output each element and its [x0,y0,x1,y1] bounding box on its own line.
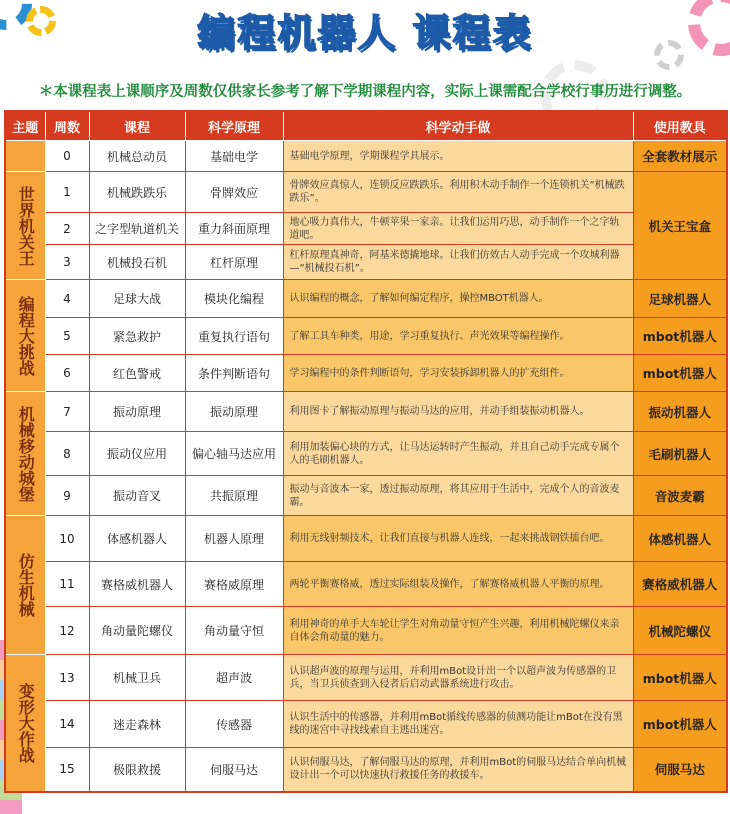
course-cell: 紧急救护 [89,318,185,355]
course-cell: 红色警戒 [89,355,185,392]
activity-cell: 利用神奇的单手大车轮让学生对角动量守恒产生兴趣，利用机械陀螺仪来亲自体会角动量的魅力。 [283,607,633,655]
principle-cell: 条件判断语句 [185,355,283,392]
tool-cell: 音波麦霸 [633,476,727,516]
week-cell: 15 [45,748,89,792]
activity-cell: 了解工具车种类，用途，学习重复执行、声光效果等编程操作。 [283,318,633,355]
course-cell: 机械跌跌乐 [89,172,185,213]
course-schedule-table [4,110,728,793]
principle-cell: 杠杆原理 [185,245,283,280]
table-row [5,432,727,476]
week-cell: 9 [45,476,89,516]
week-cell: 7 [45,392,89,432]
course-cell: 机械总动员 [89,141,185,172]
activity-cell: 利用加装偏心块的方式，让马达运转时产生振动，并且自己动手完成专属个人的毛刷机器人。 [283,432,633,476]
course-cell: 振动仪应用 [89,432,185,476]
table-row [5,516,727,562]
course-cell: 机械卫兵 [89,655,185,701]
header-topic: 主题 [5,111,45,141]
week-cell: 3 [45,245,89,280]
table-row [5,213,727,245]
principle-cell: 共振原理 [185,476,283,516]
table-row [5,355,727,392]
header-course: 课程 [89,111,185,141]
week-cell: 12 [45,607,89,655]
activity-cell: 两轮平衡赛格威，透过实际组装及操作，了解赛格威机器人平衡的原理。 [283,562,633,607]
week-cell: 10 [45,516,89,562]
topic-world-mechanism: 世界机关王 [5,172,45,280]
course-cell: 角动量陀螺仪 [89,607,185,655]
tool-cell: 体感机器人 [633,516,727,562]
tool-cell: mbot机器人 [633,318,727,355]
week-cell: 6 [45,355,89,392]
tool-cell: 足球机器人 [633,280,727,318]
activity-cell: 认识编程的概念，了解如何编定程序，操控MBOT机器人。 [283,280,633,318]
course-cell: 体感机器人 [89,516,185,562]
week-cell: 4 [45,280,89,318]
principle-cell: 传感器 [185,701,283,748]
table-row [5,748,727,792]
page-title: 编程机器人 课程表 [197,11,533,55]
principle-cell: 机器人原理 [185,516,283,562]
course-cell: 迷走森林 [89,701,185,748]
tool-cell: 赛格威机器人 [633,562,727,607]
table-row [5,476,727,516]
principle-cell: 超声波 [185,655,283,701]
topic-cell-blank [5,141,45,172]
tool-cell: 毛刷机器人 [633,432,727,476]
activity-cell: 地心吸力真伟大，牛顿苹果一家亲。让我们运用巧思，动手制作一个之字轨道吧。 [283,213,633,245]
table-row [5,655,727,701]
activity-cell: 基础电学原理，学期课程学具展示。 [283,141,633,172]
table-row [5,172,727,213]
tool-cell: mbot机器人 [633,655,727,701]
activity-cell: 杠杆原理真神奇，阿基米德撬地球。让我们仿效古人动手完成一个攻城利器—“机械投石机”。 [283,245,633,280]
course-cell: 足球大战 [89,280,185,318]
header-activity: 科学动手做 [283,111,633,141]
week-cell: 8 [45,432,89,476]
week-cell: 1 [45,172,89,213]
tool-cell: 伺服马达 [633,748,727,792]
principle-cell: 角动量守恒 [185,607,283,655]
course-cell: 机械投石机 [89,245,185,280]
principle-cell: 模块化编程 [185,280,283,318]
principle-cell: 赛格威原理 [185,562,283,607]
tool-cell: 振动机器人 [633,392,727,432]
tool-cell: 全套教材展示 [633,141,727,172]
tool-cell: mbot机器人 [633,355,727,392]
topic-bionic-machine: 仿生机械 [5,516,45,655]
activity-cell: 认识超声波的原理与运用，并利用mBot设计出一个以超声波为传感器的卫兵，当卫兵侦查到入侵者后启动武器系统进行攻击。 [283,655,633,701]
activity-cell: 振动与音波本一家，透过振动原理，将其应用于生活中，完成个人的音波麦霸。 [283,476,633,516]
principle-cell: 基础电学 [185,141,283,172]
course-cell: 振动音叉 [89,476,185,516]
table-row [5,392,727,432]
schedule-note: ＊本课程表上课顺序及周数仅供家长参考了解下学期课程内容，实际上课需配合学校行事历进行调整。 [38,84,692,100]
header-week: 周数 [45,111,89,141]
table-row [5,318,727,355]
table-row [5,280,727,318]
week-cell: 13 [45,655,89,701]
week-cell: 14 [45,701,89,748]
table-row [5,701,727,748]
principle-cell: 振动原理 [185,392,283,432]
activity-cell: 利用图卡了解振动原理与振动马达的应用，并动手组装振动机器人。 [283,392,633,432]
principle-cell: 重复执行语句 [185,318,283,355]
course-cell: 极限救援 [89,748,185,792]
week-cell: 0 [45,141,89,172]
principle-cell: 偏心轴马达应用 [185,432,283,476]
table-row [5,245,727,280]
tool-cell: mbot机器人 [633,701,727,748]
week-cell: 2 [45,213,89,245]
principle-cell: 重力斜面原理 [185,213,283,245]
week-cell: 5 [45,318,89,355]
activity-cell: 利用无线射频技术，让我们直接与机器人连线，一起来挑战钢铁擂台吧。 [283,516,633,562]
topic-transform-battle: 变形大作战 [5,655,45,792]
course-cell: 之字型轨道机关 [89,213,185,245]
header-tools: 使用教具 [633,111,727,141]
activity-cell: 学习编程中的条件判断语句，学习安装拆卸机器人的扩充组件。 [283,355,633,392]
table-row [5,141,727,172]
course-cell: 振动原理 [89,392,185,432]
principle-cell: 骨牌效应 [185,172,283,213]
course-cell: 赛格威机器人 [89,562,185,607]
activity-cell: 骨牌效应真惊人，连锁反应跌跌乐。利用积木动手制作一个连锁机关“机械跌跌乐”。 [283,172,633,213]
activity-cell: 认识生活中的传感器，并利用mBot循线传感器的侦测功能让mBot在没有黑线的迷宫中寻找线索自主逃出迷宫。 [283,701,633,748]
principle-cell: 伺服马达 [185,748,283,792]
week-cell: 11 [45,562,89,607]
topic-moving-castle: 机械移动城堡 [5,392,45,516]
header-principle: 科学原理 [185,111,283,141]
topic-programming-challenge: 编程大挑战 [5,280,45,392]
activity-cell: 认识伺服马达，了解伺服马达的原理，并利用mBot的伺服马达结合单向机械设计出一个可以快速执行救援任务的救援车。 [283,748,633,792]
tool-cell: 机械陀螺仪 [633,607,727,655]
table-row [5,562,727,607]
table-header-row [5,111,727,141]
table-row [5,607,727,655]
tool-cell: 机关王宝盒 [633,172,727,280]
